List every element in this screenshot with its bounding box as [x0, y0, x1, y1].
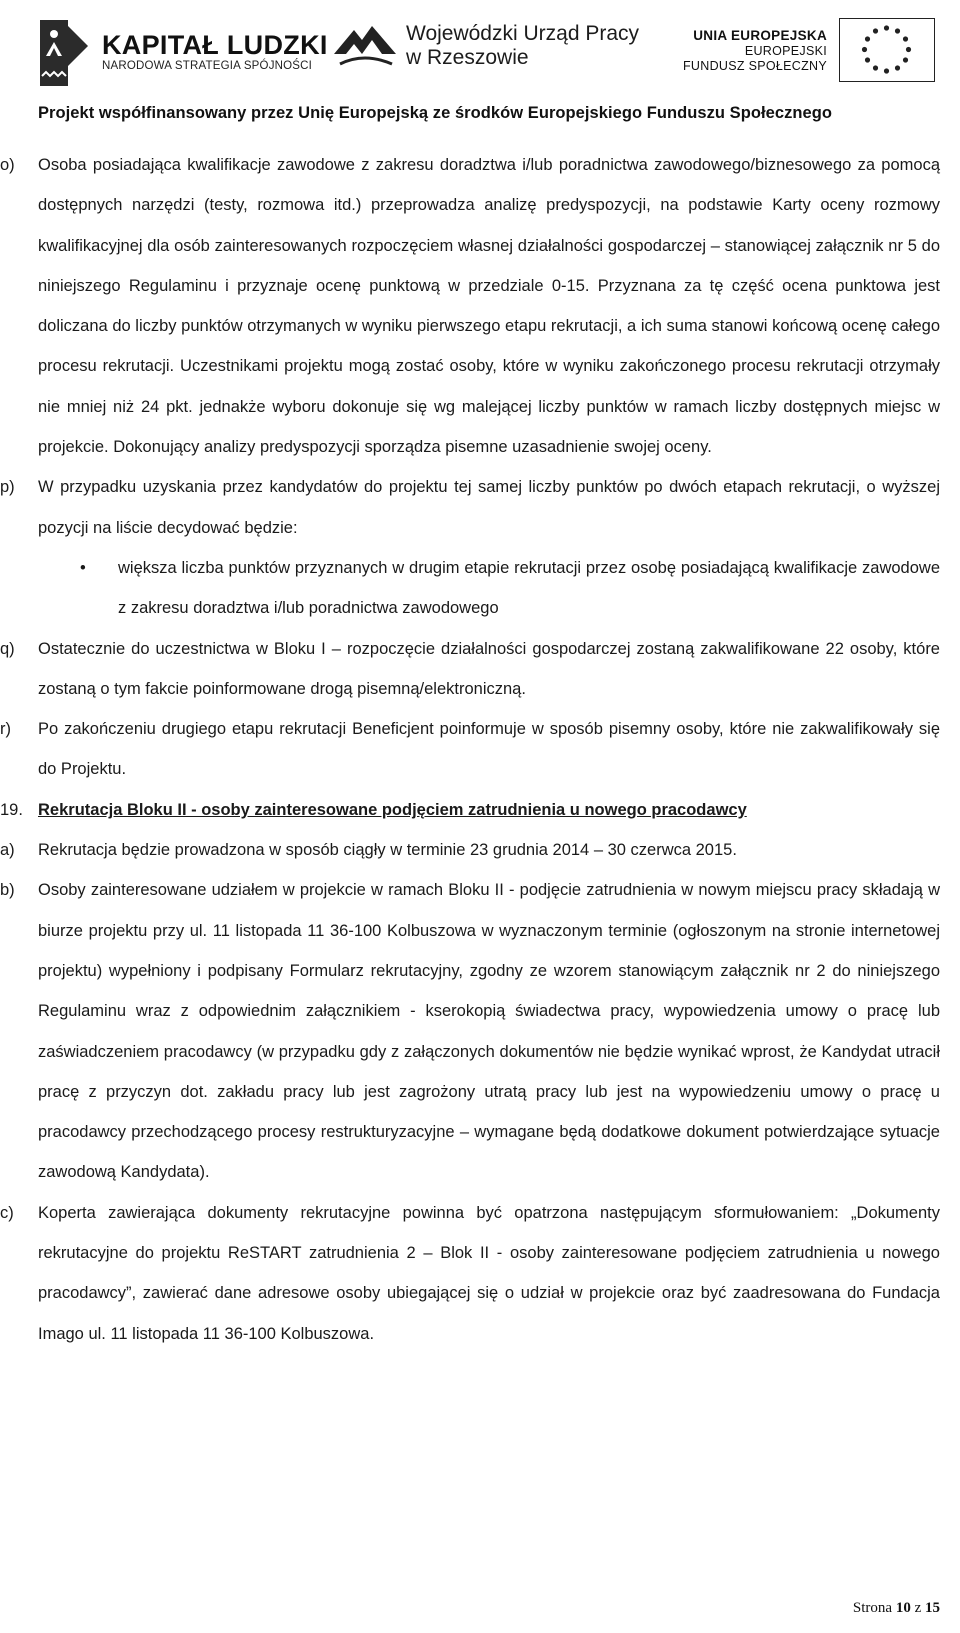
eu-name: UNIA EUROPEJSKA — [693, 27, 828, 43]
eu-flag-icon — [839, 18, 935, 82]
list-marker: o) — [0, 156, 15, 174]
efs-name-line2: FUNDUSZ SPOŁECZNY — [683, 58, 828, 73]
bullet-icon: • — [80, 558, 86, 577]
list-item-q — [0, 629, 960, 710]
page-separator: z — [910, 1600, 925, 1616]
wup-name-line2: w Rzeszowie — [406, 46, 529, 69]
total-pages: 15 — [925, 1600, 940, 1616]
list-item-text: Rekrutacja będzie prowadzona w sposób ciągły w terminie 23 grudnia 2014 – 30 czerwca 2015. — [38, 841, 737, 860]
list-marker: p) — [0, 478, 15, 497]
list-item-text: Osoba posiadająca kwalifikacje zawodowe z zakresu doradztwa i/lub poradnictwa zawodowego/biznesowego za pomocą dostępnych narzędzi (testy, rozmowa itd.) przeprowadza analizę predyspozycji, na podstawie Karty oceny rozmowy kwalifikacyjnej dla osób zainteresowanych rozpoczęciem własnej działalności gospodarczej – stanowiącej załącznik nr 5 do niniejszego Regulaminu i przyznaje ocenę punktową w przedziale 0-15. Przyznana za tę część ocena punktowa jest doliczana do liczby punktów otrzymanych w wyniku pierwszego etapu rekrutacji, a ich suma stanowi końcową ocenę całego procesu rekrutacji. Uczestnikami projektu mogą zostać osoby, które w wyniku zakończonego procesu rekrutacji otrzymały nie mniej niż 24 pkt. jednakże wyboru dokonuje się wg malejącej liczby punktów w ramach liczby dostępnych miejsc w projekcie. Dokonujący analizy predyspozycji sporządza pisemne uzasadnienie swojej oceny. — [38, 156, 940, 457]
section-number: 19. — [0, 800, 23, 819]
kapital-ludzki-emblem-icon — [32, 16, 92, 88]
kapital-ludzki-subtitle: NARODOWA STRATEGIA SPÓJNOŚCI — [102, 60, 313, 72]
wup-name-line1: Wojewódzki Urząd Pracy — [406, 22, 640, 45]
list-marker: c) — [0, 1203, 14, 1222]
wup-emblem-icon — [332, 24, 398, 68]
page-label: Strona — [852, 1600, 896, 1616]
list-item-text: Osoby zainteresowane udziałem w projekcie w ramach Bloku II - podjęcie zatrudnienia w nowym miejscu pracy składają w biurze projektu przy ul. 11 listopada 11 36-100 Kolbuszowa w wyznaczonym terminie (ogłoszonym na stronie internetowej projektu) wypełniony i podpisany Formularz rekrutacyjny, zgodny ze wzorem stanowiącym załącznik nr 2 do niniejszego Regulaminu wraz z odpowiednim załącznikiem - kserokopią świadectwa pracy, wypowiedzenia umowy o pracę lub zaświadczeniem pracodawcy (w przypadku gdy z załączonych dokumentów nie będzie wynikać wprost, że Kandydat utracił pracę z przyczyn dot. zakładu pracy lub jest zagrożony utratą pracy lub jest na wypowiedzeniu umowy o pracę u pracodawcy przechodzącego procesy restrukturyzacyjne – wymagane będą dodatkowe dokument potwierdzające sytuacje zawodową Kandydata). — [38, 881, 940, 1182]
list-item-text: Koperta zawierająca dokumenty rekrutacyjne powinna być opatrzona następującym sformułowaniem: „Dokumenty rekrutacyjne do projektu ReSTART zatrudnienia 2 – Blok II - osoby zainteresowane podjęciem zatrudnienia u nowego pracodawcy”, zawierać dane adresowe osoby ubiegającej się o udział w projekcie oraz być zaadresowana do Fundacja Imago ul. 11 listopada 11 36-100 Kolbuszowa. — [38, 1203, 940, 1343]
list-marker: b) — [0, 881, 15, 900]
document-body — [0, 145, 960, 1354]
list-item-text: W przypadku uzyskania przez kandydatów do projektu tej samej liczby punktów po dwóch etapach rekrutacji, o wyższej pozycji na liście decydować będzie: — [38, 478, 940, 537]
current-page: 10 — [895, 1600, 911, 1616]
list-item-r — [0, 709, 960, 790]
list-item-p — [0, 467, 960, 548]
kapital-ludzki-title: KAPITAŁ LUDZKI — [102, 30, 328, 60]
section-heading-19 — [0, 790, 960, 830]
page-header — [0, 0, 960, 130]
efs-name-line1: EUROPEJSKI — [744, 43, 828, 58]
list-item-text: Po zakończeniu drugiego etapu rekrutacji Beneficjent poinformuje w sposób pisemny osoby, które nie zakwalifikowały się do Projektu. — [38, 720, 940, 779]
list-item-text: Ostatecznie do uczestnictwa w Bloku I – rozpoczęcie działalności gospodarczej zostaną zakwalifikowane 22 osoby, które zostaną o tym fakcie poinformowane drogą pisemną/elektroniczną. — [38, 639, 940, 698]
list-marker: q) — [0, 639, 15, 658]
page-number-footer — [853, 1600, 940, 1617]
list-item-b — [0, 870, 960, 1192]
list-item-c — [0, 1193, 960, 1354]
kapital-ludzki-logo — [32, 16, 328, 88]
list-marker: r) — [0, 720, 11, 739]
list-marker: a) — [0, 841, 15, 860]
cofinancing-tagline: Projekt współfinansowany przez Unię Europejską ze środków Europejskiego Funduszu Społecznego — [38, 104, 832, 122]
list-item-o — [0, 145, 960, 467]
bullet-item-text: większa liczba punktów przyznanych w drugim etapie rekrutacji przez osobę posiadającą kwalifikacje zawodowe z zakresu doradztwa i/lub poradnictwa zawodowego — [118, 558, 940, 618]
bullet-item — [0, 548, 960, 629]
list-item-a — [0, 830, 960, 870]
eu-efs-logo — [683, 18, 935, 82]
section-heading-text: Rekrutacja Bloku II - osoby zainteresowane podjęciem zatrudnienia u nowego pracodawcy — [38, 800, 747, 819]
wup-rzeszow-logo — [332, 22, 639, 70]
